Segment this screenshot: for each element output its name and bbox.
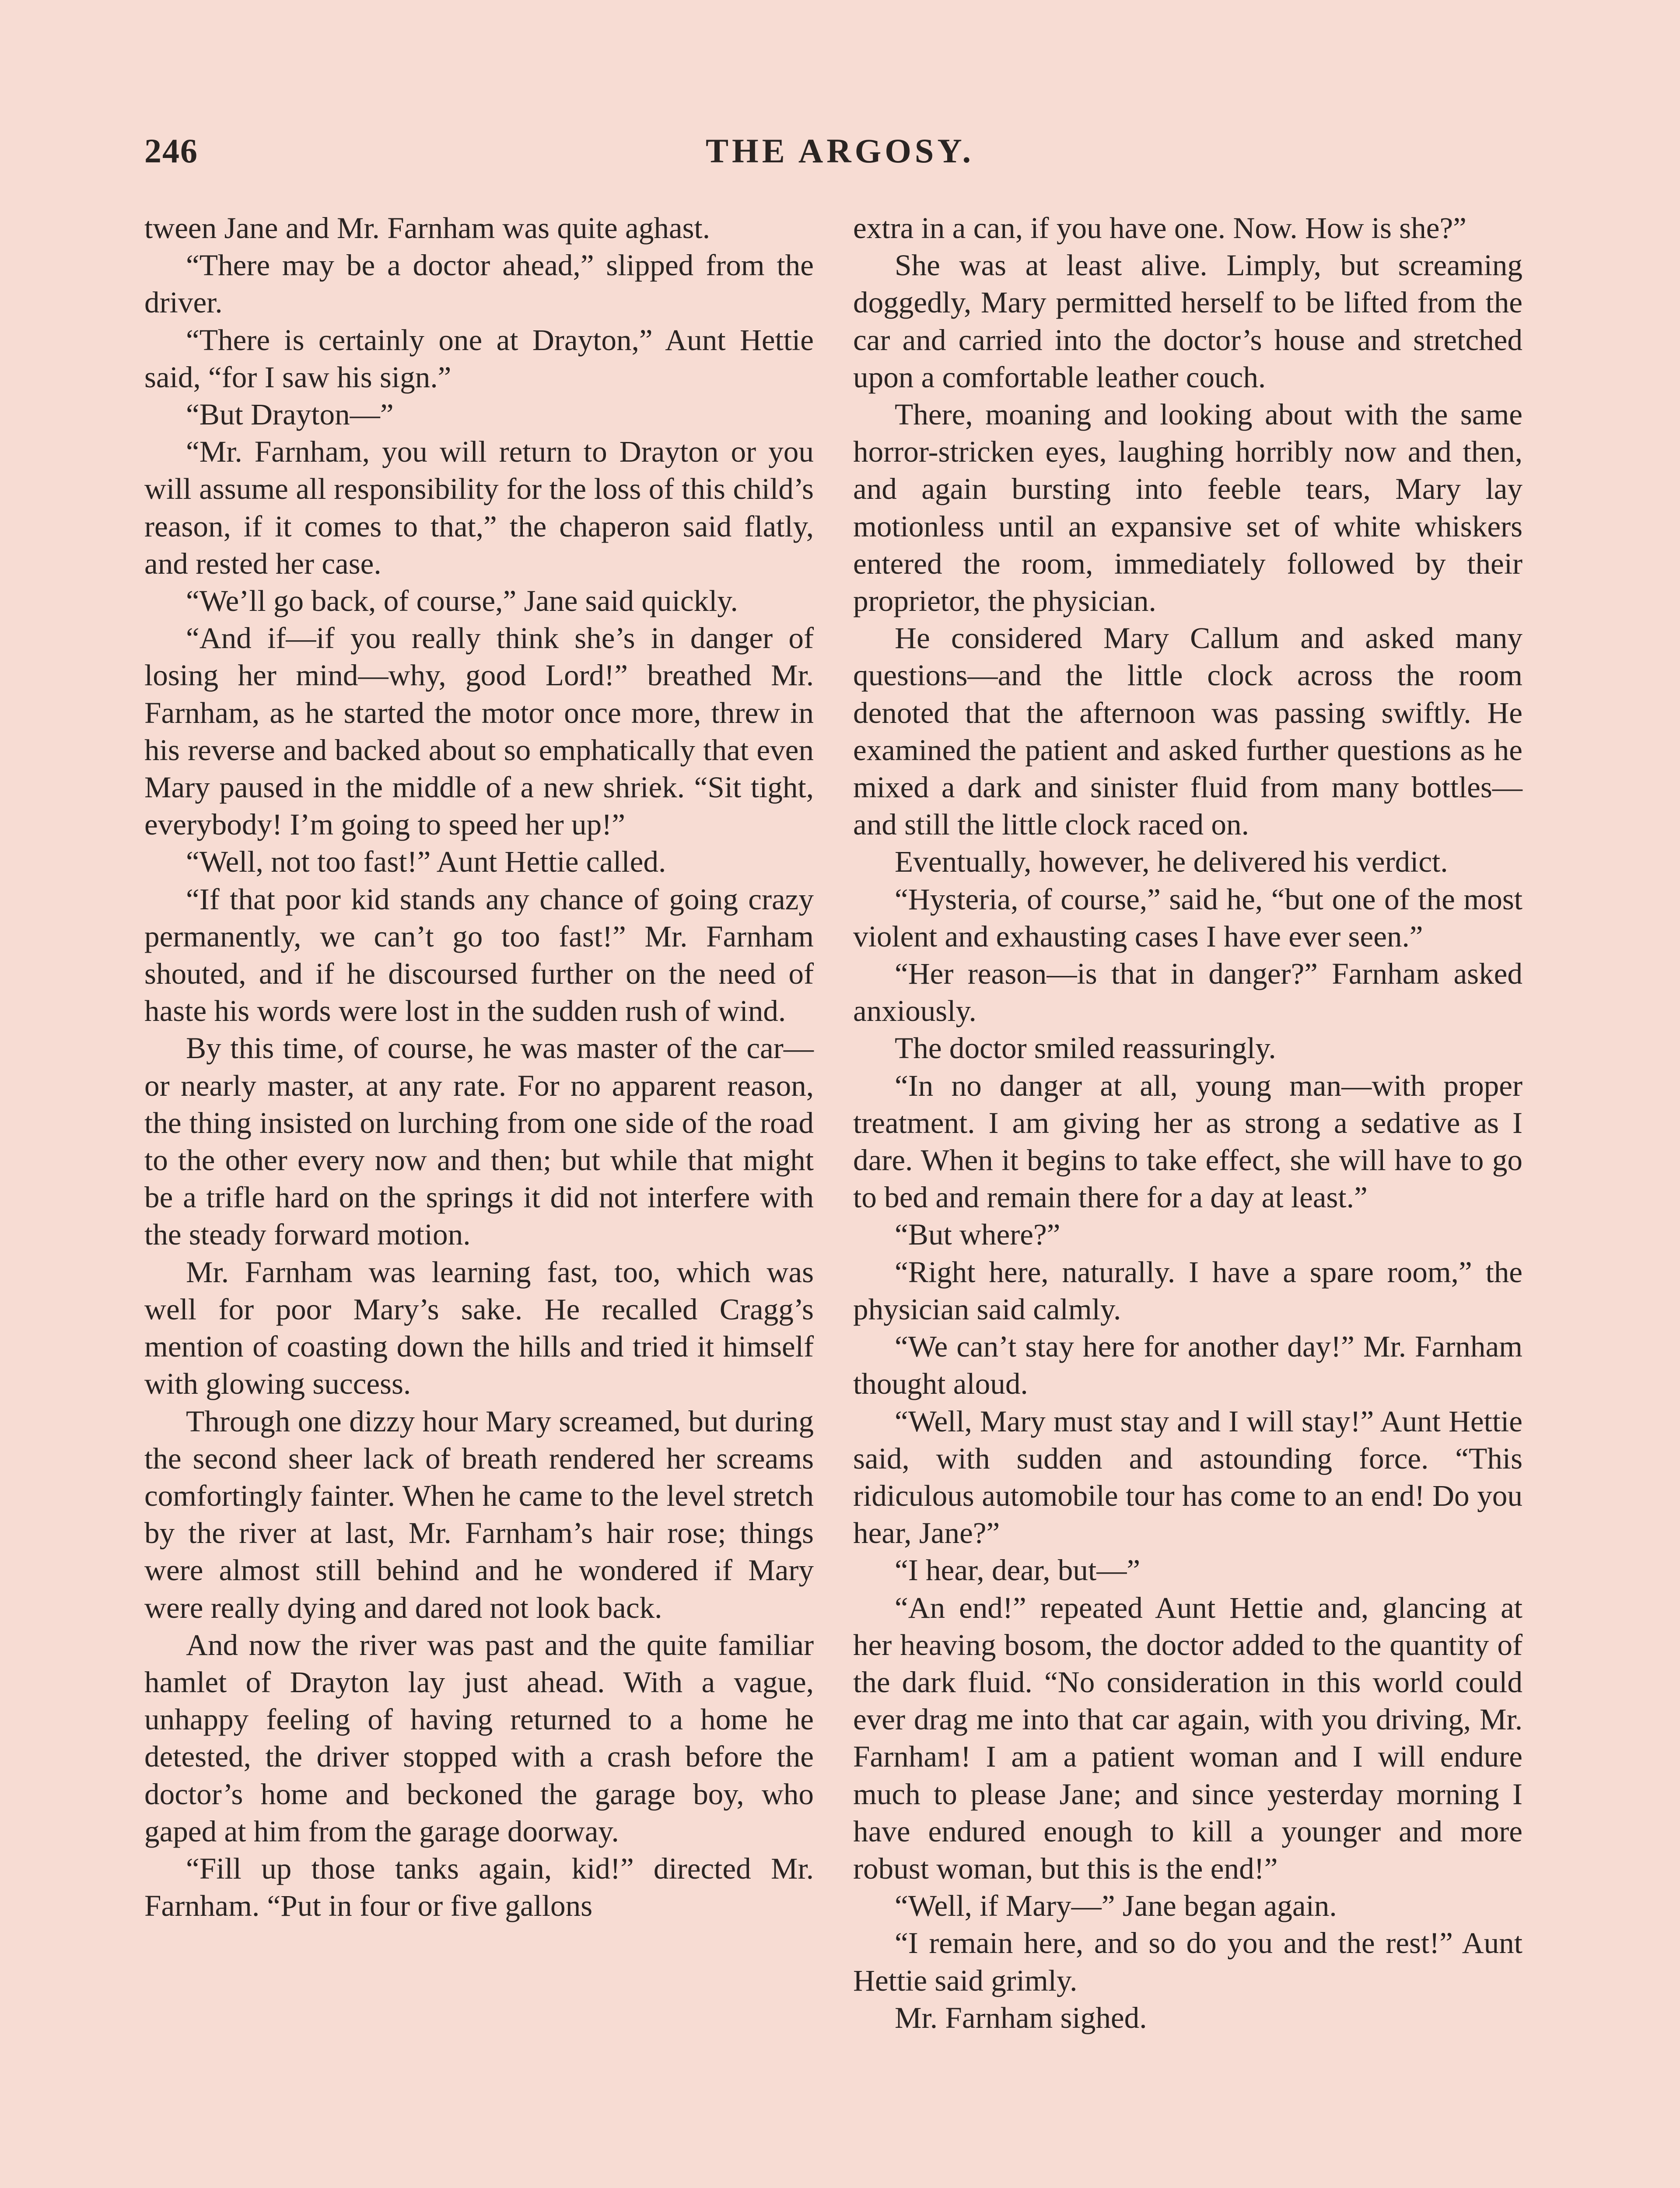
paragraph: “I remain here, and so do you and the rest!” Aunt Hettie said grimly. — [853, 1926, 1522, 1997]
paragraph: Mr. Farnham sighed. — [895, 2000, 1147, 2034]
running-head: THE ARGOSY. — [706, 132, 974, 170]
paragraph: He considered Mary Callum and asked many questions—and the little clock across the room denoted that the afternoon was passing swiftly. He examined the patient and asked further questions as he mixed a dark and sinister fluid from many bottles—and still the little clock raced on. — [853, 621, 1522, 842]
paragraph: “Well, Mary must stay and I will stay!” Aunt Hettie said, with sudden and astounding force. “This ridiculous automobile tour has come to an end! Do you hear, Jane?” — [853, 1404, 1522, 1550]
paragraph: “Mr. Farnham, you will return to Drayton or you will assume all responsibility for the loss of this child’s reason, if it comes to that,” the chaperon said flatly, and rested her case. — [144, 435, 814, 580]
paragraph: “If that poor kid stands any chance of going crazy permanently, we can’t go too fast!” Mr. Farnham shouted, and if he discoursed further on the need of haste his words were lost in the sudden rush of wind. — [144, 882, 814, 1028]
paragraph: “An end!” repeated Aunt Hettie and, glancing at her heaving bosom, the doctor added to the quantity of the dark fluid. “No consideration in this world could ever drag me into that car again, with you driving, Mr. Farnham! I am a patient woman and I will endure much to please Jane; and since yesterday morning I have endured enough to kill a younger and more robust woman, but this is the end!” — [853, 1590, 1522, 1885]
paragraph: She was at least alive. Limply, but screaming doggedly, Mary permitted herself to be lifted from the car and carried into the doctor’s house and stretched upon a comfortable leather couch. — [853, 248, 1522, 394]
paragraph: “We can’t stay here for another day!” Mr. Farnham thought aloud. — [853, 1329, 1522, 1401]
paragraph: tween Jane and Mr. Farnham was quite aghast. — [144, 211, 710, 245]
paragraph: “Her reason—is that in danger?” Farnham asked anxiously. — [853, 957, 1522, 1028]
paragraph: “Hysteria, of course,” said he, “but one of the most violent and exhausting cases I have ever seen.” — [853, 882, 1522, 953]
paragraph: “Well, if Mary—” Jane began again. — [895, 1889, 1337, 1923]
paragraph: “But where?” — [895, 1217, 1060, 1252]
paragraph: “Right here, naturally. I have a spare room,” the physician said calmly. — [853, 1255, 1522, 1326]
paragraph: extra in a can, if you have one. Now. How is she?” — [853, 211, 1466, 245]
left-text-column — [144, 209, 814, 1924]
paragraph: And now the river was past and the quite familiar hamlet of Drayton lay just ahead. With a vague, unhappy feeling of having returned to a home he detested, the driver stopped with a crash before the doctor’s home and beckoned the garage boy, who gaped at him from the garage doorway. — [144, 1627, 814, 1848]
paragraph: Eventually, however, he delivered his verdict. — [895, 845, 1448, 879]
paragraph: There, moaning and looking about with the same horror-stricken eyes, laughing horribly now and then, and again bursting into feeble tears, Mary lay motionless until an expansive set of white whiskers entered the room, immediately followed by their proprietor, the physician. — [853, 397, 1522, 618]
paragraph: “There is certainly one at Drayton,” Aunt Hettie said, “for I saw his sign.” — [144, 323, 814, 394]
paragraph: “I hear, dear, but—” — [895, 1553, 1141, 1587]
page-number: 246 — [144, 132, 198, 170]
paragraph: The doctor smiled reassuringly. — [895, 1031, 1276, 1065]
paragraph: “Well, not too fast!” Aunt Hettie called. — [186, 845, 666, 879]
paragraph: “And if—if you really think she’s in danger of losing her mind—why, good Lord!” breathed Mr. Farnham, as he started the motor once more, threw in his reverse and backed about so emphatically that even Mary paused in the middle of a new shriek. “Sit tight, everybody! I’m going to speed her up!” — [144, 621, 814, 842]
right-text-column — [853, 209, 1522, 2036]
paragraph: “In no danger at all, young man—with proper treatment. I am giving her as strong a sedative as I dare. When it begins to take effect, she will have to go to bed and remain there for a day at least.” — [853, 1068, 1522, 1214]
paragraph: “There may be a doctor ahead,” slipped from the driver. — [144, 248, 814, 319]
paragraph: Through one dizzy hour Mary screamed, but during the second sheer lack of breath rendered her screams comfortingly fainter. When he came to the level stretch by the river at last, Mr. Farnham’s hair rose; things were almost still behind and he wondered if Mary were really dying and dared not look back. — [144, 1404, 814, 1624]
paragraph: Mr. Farnham was learning fast, too, which was well for poor Mary’s sake. He recalled Cragg’s mention of coasting down the hills and tried it himself with glowing success. — [144, 1255, 814, 1401]
paragraph: “But Drayton—” — [186, 397, 394, 431]
paragraph: By this time, of course, he was master of the car—or nearly master, at any rate. For no apparent reason, the thing insisted on lurching from one side of the road to the other every now and then; but while that might be a trifle hard on the springs it did not interfere with the steady forward motion. — [144, 1031, 814, 1252]
paragraph: “We’ll go back, of course,” Jane said quickly. — [186, 584, 738, 618]
paragraph: “Fill up those tanks again, kid!” directed Mr. Farnham. “Put in four or five gallons — [144, 1851, 814, 1923]
page-header — [144, 131, 1536, 184]
